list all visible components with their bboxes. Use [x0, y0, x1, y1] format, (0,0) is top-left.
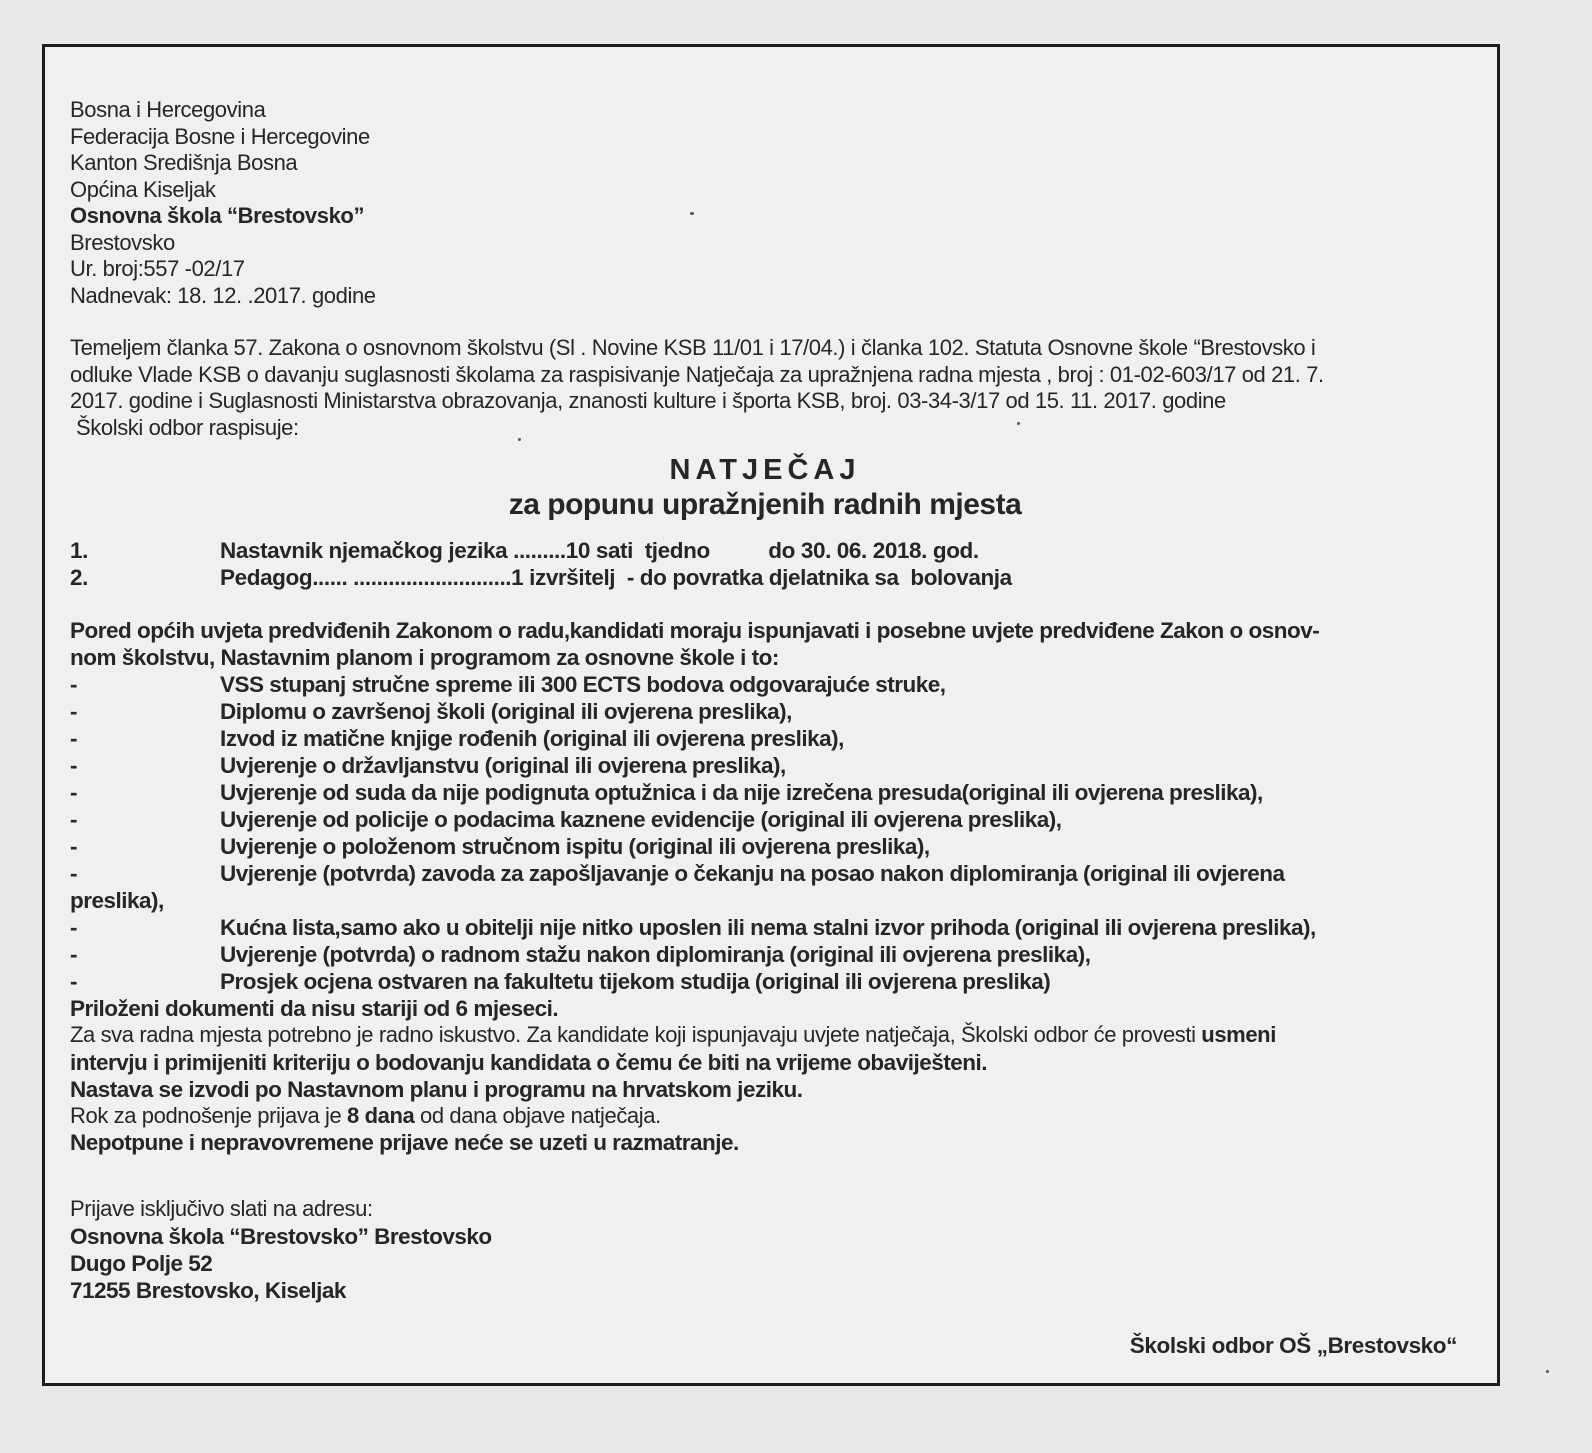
bullet-dash: - — [70, 807, 77, 832]
bullet-dash: - — [70, 915, 77, 940]
requirement-text: Uvjerenje o položenom stručnom ispitu (original ili ovjerena preslika), — [220, 834, 930, 859]
school-name: Osnovna škola “Brestovsko” — [70, 203, 365, 228]
bullet-dash: - — [70, 834, 77, 859]
requirement-item — [70, 860, 1460, 887]
requirement-text: preslika), — [70, 888, 164, 913]
preamble-line: Temeljem članka 57. Zakona o osnovnom školstvu (Sl . Novine KSB 11/01 i 17/04.) i članka 102. Statuta Osnovne škole “Brestovsko i — [70, 335, 1316, 360]
requirement-text: Diplomu o završenoj školi (original ili ovjerena preslika), — [220, 699, 792, 724]
school-place: Brestovsko — [70, 229, 175, 255]
requirement-item — [70, 914, 1460, 941]
address-line: Dugo Polje 52 — [70, 1250, 213, 1276]
bullet-dash: - — [70, 699, 77, 724]
documents-age-note: Priloženi dokumenti da nisu stariji od 6 mjeseci. — [70, 996, 559, 1021]
notice-title — [70, 453, 1460, 523]
requirement-text: Kućna lista,samo ako u obitelji nije nitko uposlen ili nema stalni izvor prihoda (original ili ovjerena preslika), — [220, 915, 1316, 940]
requirement-text: Uvjerenje od policije o podacima kaznene evidencije (original ili ovjerena preslika), — [220, 807, 1062, 832]
issuer-header — [70, 97, 1460, 309]
position-row — [70, 564, 1460, 591]
requirement-item — [70, 941, 1460, 968]
requirement-text: Prosjek ocjena ostvaren na fakultetu tijekom studija (original ili ovjerena preslika) — [220, 969, 1051, 994]
title-sub: za popunu upražnjenih radnih mjesta — [508, 488, 1022, 521]
requirement-text: VSS stupanj stručne spreme ili 300 ECTS bodova odgovarajuće struke, — [220, 672, 946, 697]
reference-number: Ur. broj:557 -02/17 — [70, 256, 245, 281]
header-line: Bosna i Hercegovina — [70, 97, 266, 122]
position-text: Nastavnik njemačkog jezika .........10 sati tjedno do 30. 06. 2018. god. — [220, 538, 979, 563]
requirement-text: Uvjerenje o državljanstvu (original ili ovjerena preslika), — [220, 753, 786, 778]
bullet-dash: - — [70, 942, 77, 967]
print-speck — [518, 438, 521, 441]
deadline-note — [70, 1103, 1460, 1130]
notice-frame — [42, 44, 1500, 1386]
interview-note: intervju i primijeniti kriteriju o bodovanju kandidata o čemu će biti na vrijeme obaviješteni. — [70, 1049, 987, 1075]
incomplete-note: Nepotpune i nepravovremene prijave neće se uzeti u razmatranje. — [70, 1130, 739, 1155]
requirement-item — [70, 968, 1460, 995]
print-speck — [690, 212, 694, 215]
requirement-item — [70, 725, 1460, 752]
address-intro: Prijave isključivo slati na adresu: — [70, 1196, 373, 1221]
print-speck — [1017, 422, 1020, 425]
bullet-dash: - — [70, 672, 77, 697]
preamble-line: Školski odbor raspisuje: — [76, 414, 299, 440]
experience-text: Za sva radna mjesta potrebno je radno iskustvo. Za kandidate koji ispunjavaju uvjete natječaja, Školski odbor će provesti — [70, 1022, 1202, 1047]
address-line: 71255 Brestovsko, Kiseljak — [70, 1277, 346, 1303]
position-number: 1. — [70, 538, 88, 563]
requirement-text: Izvod iz matične knjige rođenih (original ili ovjerena preslika), — [220, 726, 844, 751]
preamble-line: 2017. godine i Suglasnosti Ministarstva obrazovanja, znanosti kulture i športa KSB, broj. 03-34-3/17 od 15. 11. 2017. godine — [70, 388, 1226, 413]
conditions-line: Pored općih uvjeta predviđenih Zakonom o radu,kandidati moraju ispunjavati i posebne uvjete predviđene Zakon o osnov- — [70, 618, 1320, 643]
requirement-continuation — [70, 887, 1460, 914]
requirement-item — [70, 698, 1460, 725]
bullet-dash: - — [70, 969, 77, 994]
requirement-item — [70, 833, 1460, 860]
signature: Školski odbor OŠ „Brestovsko“ — [1129, 1333, 1457, 1358]
header-line: Kanton Središnja Bosna — [70, 150, 298, 175]
bullet-dash: - — [70, 753, 77, 778]
positions-list — [70, 537, 1460, 591]
notice-content — [70, 97, 1460, 1304]
issue-date: Nadnevak: 18. 12. .2017. godine — [70, 282, 376, 308]
header-line: Općina Kiseljak — [70, 176, 216, 202]
title-main: NATJEČAJ — [669, 454, 861, 486]
requirement-item — [70, 779, 1460, 806]
position-text: Pedagog...... ...........................1 izvršitelj - do povratka djelatnika sa bolovanja — [220, 565, 1012, 590]
conditions-line: nom školstvu, Nastavnim planom i programom za osnovne škole i to: — [70, 645, 779, 670]
notes — [70, 995, 1460, 1156]
deadline-text: Rok za podnošenje prijava je — [70, 1102, 348, 1128]
bullet-dash: - — [70, 780, 77, 805]
preamble-line: odluke Vlade KSB o davanju suglasnosti školama za raspisivanje Natječaja za upražnjena radna mjesta , broj : 01-02-603/17 od 21. 7. — [70, 361, 1324, 387]
experience-bold: usmeni — [1201, 1022, 1276, 1047]
print-speck — [1546, 1370, 1549, 1373]
requirement-item — [70, 671, 1460, 698]
position-number: 2. — [70, 565, 88, 590]
bullet-dash: - — [70, 726, 77, 751]
address-line: Osnovna škola “Brestovsko” Brestovsko — [70, 1223, 492, 1249]
requirements-list — [70, 671, 1460, 995]
requirement-text: Uvjerenje (potvrda) zavoda za zapošljavanje o čekanju na posao nakon diplomiranja (original ili ovjerena — [220, 861, 1285, 886]
conditions-intro — [70, 617, 1460, 671]
requirement-text: Uvjerenje od suda da nije podignuta optužnica i da nije izrečena presuda(original ili ovjerena preslika), — [220, 780, 1263, 805]
deadline-text-end: od dana objave natječaja. — [414, 1102, 661, 1128]
address-block — [70, 1196, 1460, 1304]
deadline-days: 8 dana — [347, 1102, 415, 1128]
requirement-item — [70, 806, 1460, 833]
requirement-item — [70, 752, 1460, 779]
position-row — [70, 537, 1460, 564]
language-note: Nastava se izvodi po Nastavnom planu i programu na hrvatskom jeziku. — [70, 1076, 803, 1102]
header-line: Federacija Bosne i Hercegovine — [70, 123, 370, 149]
requirement-text: Uvjerenje (potvrda) o radnom stažu nakon diplomiranja (original ili ovjerena preslika), — [220, 942, 1091, 967]
preamble — [70, 335, 1460, 441]
bullet-dash: - — [70, 861, 77, 886]
experience-note — [70, 1022, 1460, 1049]
